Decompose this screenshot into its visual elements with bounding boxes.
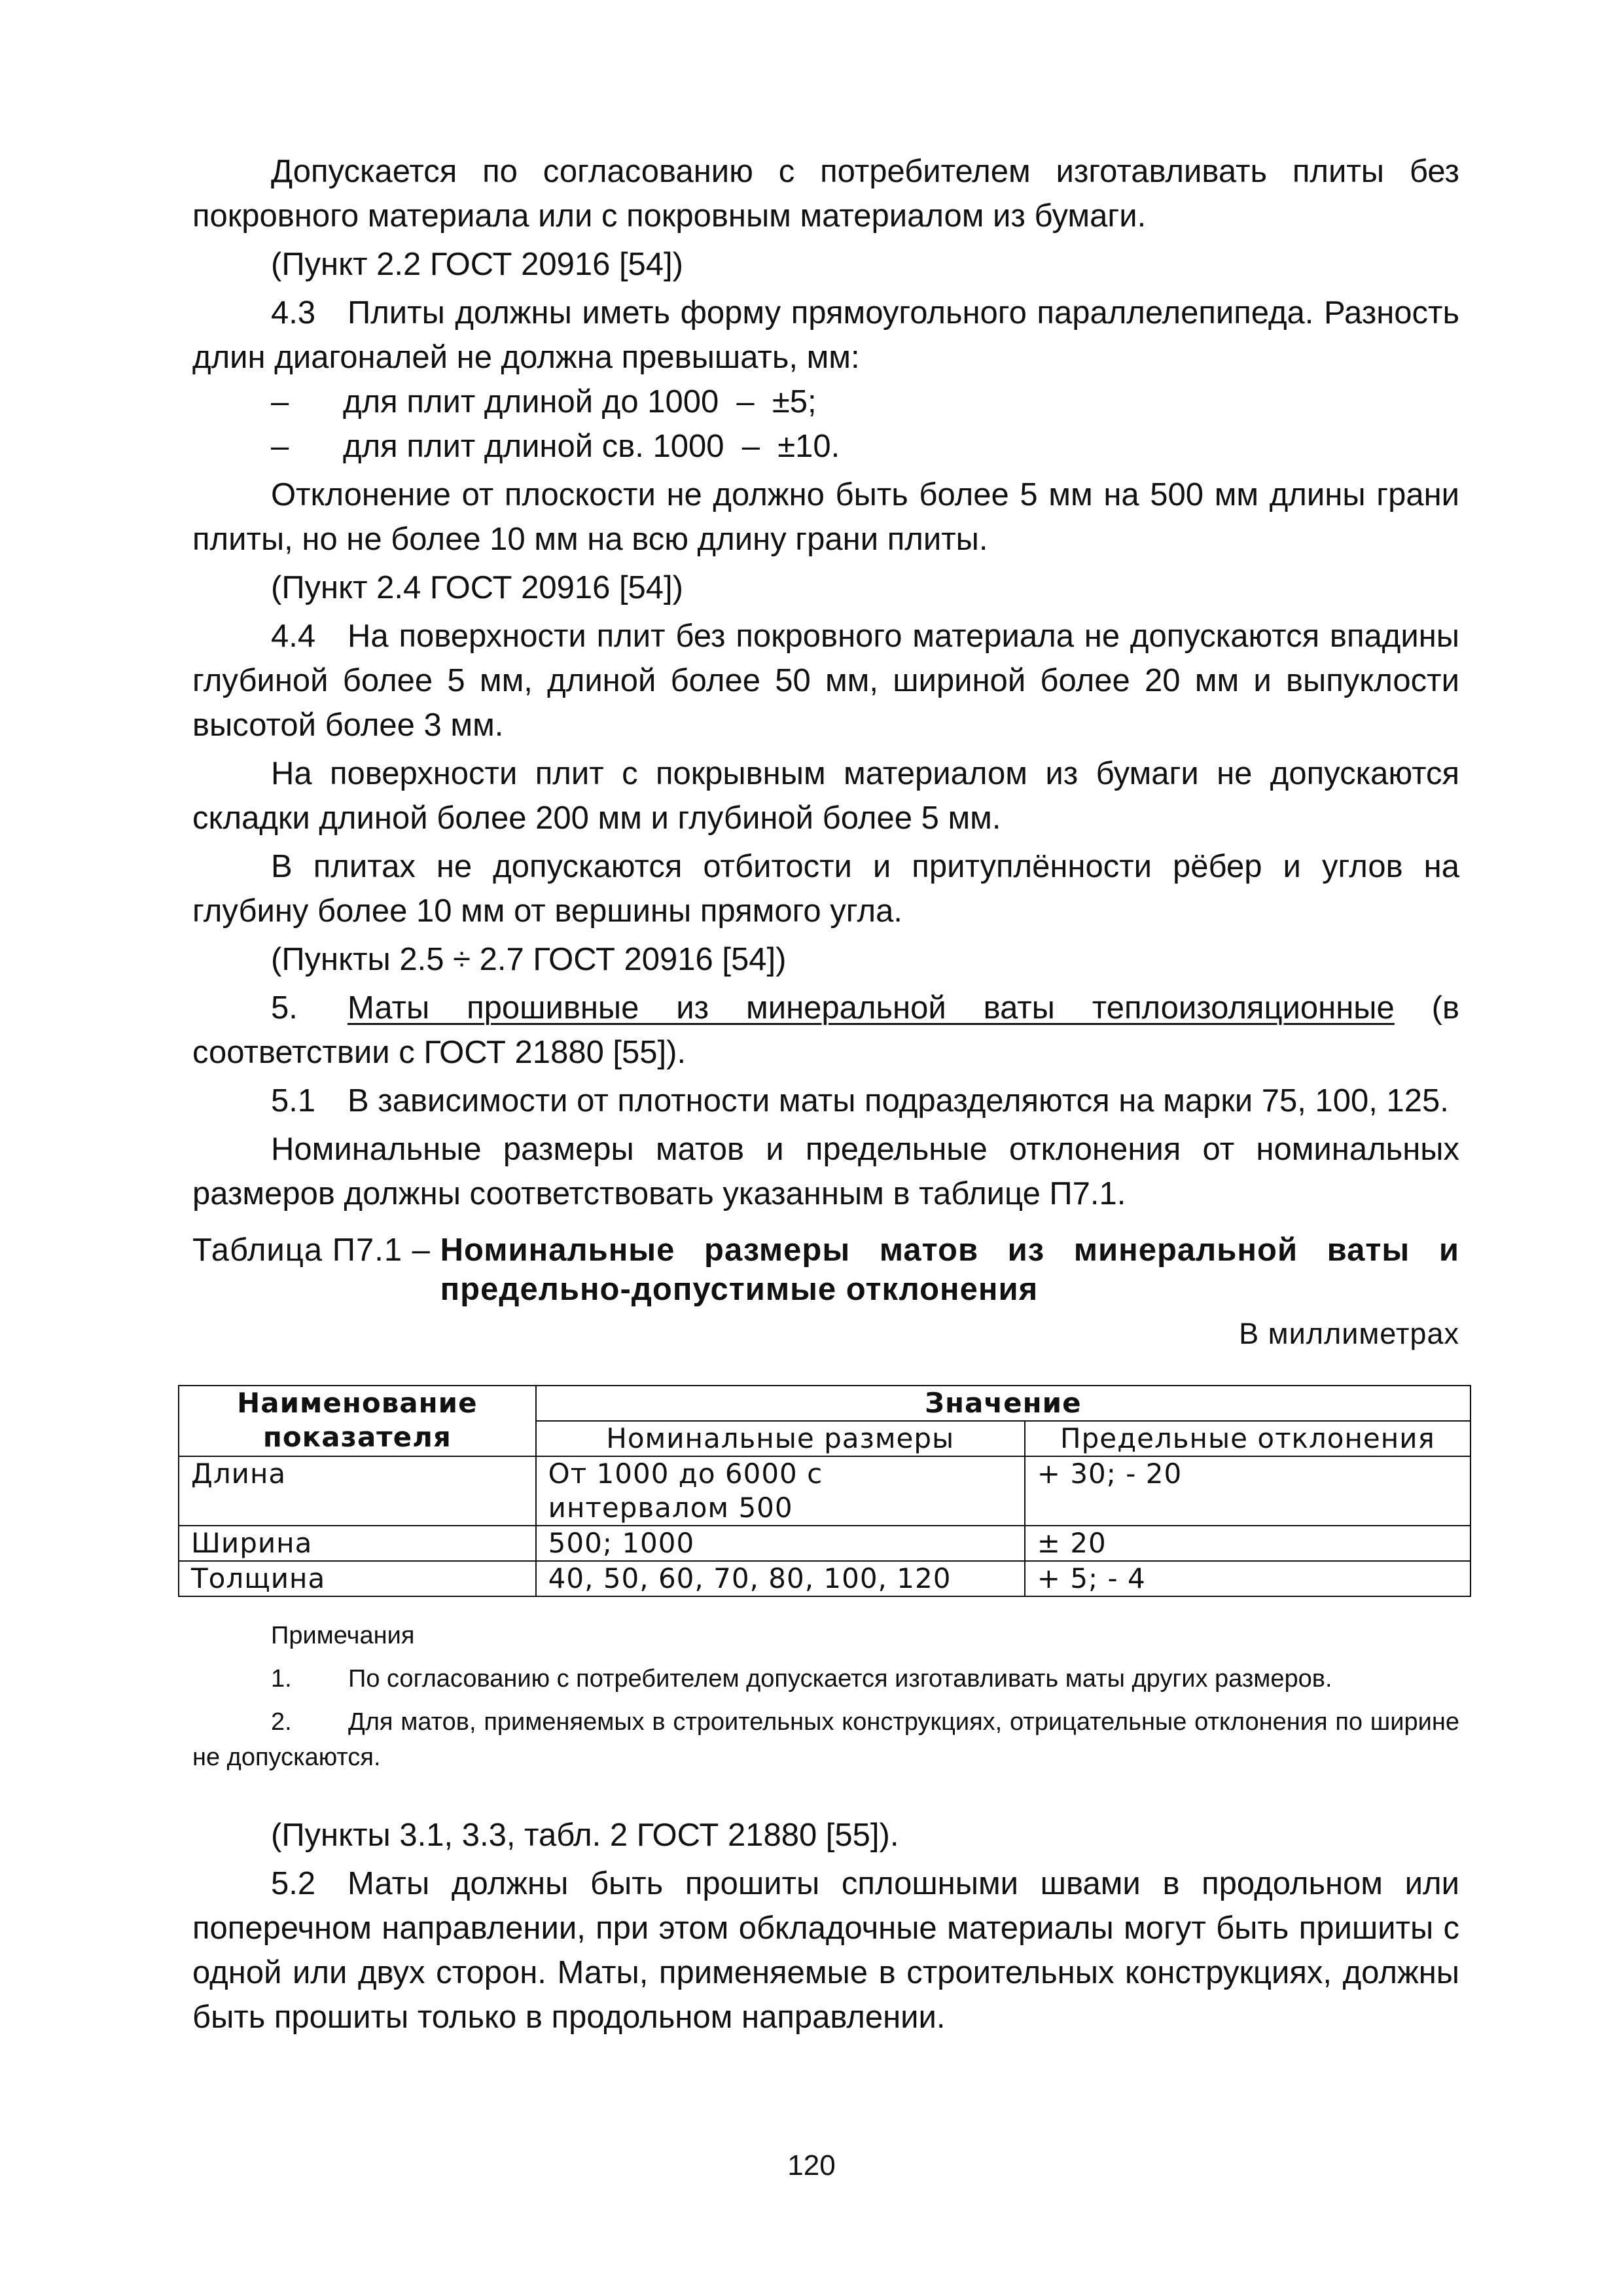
notes-title: Примечания [271, 1622, 415, 1649]
clause-text: Плиты должны иметь форму прямоугольного параллелепипеда. Разность длин диагоналей не должна превышать, мм: [192, 295, 1459, 375]
dimensions-table [178, 1385, 1471, 1597]
table-units: В миллиметрах [1239, 1317, 1459, 1350]
note-item [192, 1661, 1459, 1696]
clause-text: В зависимости от плотности маты подразделяются на марки 75, 100, 125. [348, 1083, 1449, 1119]
reference: (Пункт 2.2 ГОСТ 20916 [54]) [271, 247, 683, 282]
cell-name: Длина [179, 1456, 536, 1526]
table-row [179, 1456, 1471, 1526]
list-item-text: для плит длиной св. 1000 – ±10. [343, 429, 840, 464]
table-notes [192, 1618, 1459, 1775]
note-number: 2. [271, 1708, 292, 1736]
cell-name: Толщина [179, 1561, 536, 1596]
cell-deviation: ± 20 [1025, 1526, 1471, 1561]
table-caption-number: Таблица П7.1 – [192, 1232, 440, 1268]
clause-5 [192, 986, 1459, 1075]
cell-deviation: + 5; - 4 [1025, 1561, 1471, 1596]
table-row [179, 1561, 1471, 1596]
table-row [179, 1526, 1471, 1561]
clause-number: 4.3 [271, 295, 316, 331]
clause-text: На поверхности плит без покровного материала не допускаются впадины глубиной более 5 мм, длиной более 50 мм, шириной более 20 мм и выпуклости высотой более 3 мм. [192, 619, 1459, 743]
header-name: Наименование показателя [179, 1386, 536, 1456]
paragraph: На поверхности плит с покрывным материалом из бумаги не допускаются складки длиной более 200 мм и глубиной более 5 мм. [192, 756, 1459, 836]
note-text: Для матов, применяемых в строительных конструкциях, отрицательные отклонения по ширине не допускаются. [192, 1708, 1459, 1771]
cell-nominal: 500; 1000 [536, 1526, 1025, 1561]
document-body [192, 149, 1459, 1352]
table-header-row [179, 1386, 1471, 1421]
cell-deviation: + 30; - 20 [1025, 1456, 1471, 1526]
reference: (Пункты 3.1, 3.3, табл. 2 ГОСТ 21880 [55]). [271, 1818, 899, 1853]
cell-nominal: От 1000 до 6000 с интервалом 500 [536, 1456, 1025, 1526]
clause-4-4 [192, 614, 1459, 747]
header-nominal: Номинальные размеры [536, 1421, 1025, 1456]
clause-5-1 [192, 1079, 1459, 1123]
list-dash: – [271, 429, 289, 464]
clause-number: 4.4 [271, 619, 316, 654]
cell-name: Ширина [179, 1526, 536, 1561]
paragraph: Допускается по согласованию с потребителем изготавливать плиты без покровного материала или с покровным материалом из бумаги. [192, 154, 1459, 234]
clause-text: (в соответствии с ГОСТ 21880 [55]). [192, 990, 1459, 1070]
table-caption [192, 1230, 1459, 1309]
note-text: По согласованию с потребителем допускается изготавливать маты других размеров. [348, 1665, 1332, 1693]
clause-5-2 [192, 1861, 1459, 2039]
reference: (Пункт 2.4 ГОСТ 20916 [54]) [271, 570, 683, 605]
header-deviation: Предельные отклонения [1025, 1421, 1471, 1456]
list-item [192, 424, 1459, 469]
clause-number: 5.2 [271, 1866, 316, 1901]
table-caption-title: Номинальные размеры матов из минеральной ваты и предельно-допустимые отклонения [440, 1232, 1459, 1307]
note-number: 1. [271, 1665, 292, 1693]
list-item-text: для плит длиной до 1000 – ±5; [343, 384, 817, 420]
clause-number: 5.1 [271, 1083, 316, 1119]
clause-text: Маты должны быть прошиты сплошными швами в продольном или поперечном направлении, при этом обкладочные материалы могут быть пришиты с одной или двух сторон. Маты, применяемые в строительных конструкциях, должны быть прошиты только в продольном направлении. [192, 1866, 1459, 2035]
clause-number: 5. [271, 990, 298, 1026]
cell-nominal: 40, 50, 60, 70, 80, 100, 120 [536, 1561, 1025, 1596]
paragraph: Отклонение от плоскости не должно быть более 5 мм на 500 мм длины грани плиты, но не более 10 мм на всю длину грани плиты. [192, 477, 1459, 557]
list-item [192, 380, 1459, 424]
document-body-continued [192, 1813, 1459, 2039]
paragraph: В плитах не допускаются отбитости и притуплённости рёбер и углов на глубину более 10 мм от вершины прямого угла. [192, 849, 1459, 929]
paragraph: Номинальные размеры матов и предельные отклонения от номинальных размеров должны соответствовать указанным в таблице П7.1. [192, 1132, 1459, 1211]
reference: (Пункты 2.5 ÷ 2.7 ГОСТ 20916 [54]) [271, 942, 787, 977]
clause-4-3 [192, 291, 1459, 380]
clause-heading: Маты прошивные из минеральной ваты теплоизоляционные [348, 990, 1395, 1026]
note-item [192, 1704, 1459, 1775]
list-dash: – [271, 384, 289, 420]
page-number: 120 [787, 2149, 836, 2181]
header-value: Значение [536, 1386, 1471, 1421]
